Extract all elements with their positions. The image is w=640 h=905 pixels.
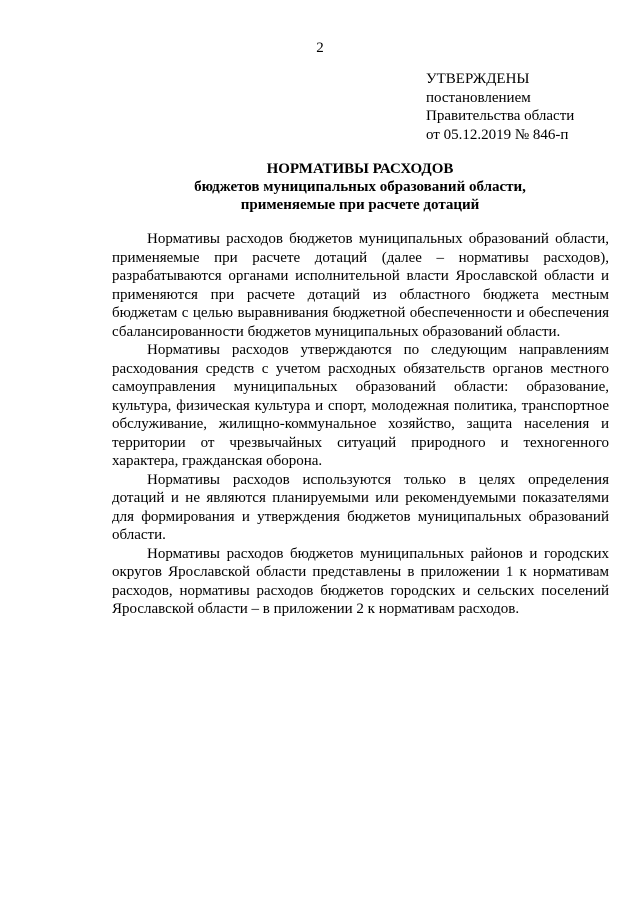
- approval-line-government: Правительства области: [426, 108, 575, 124]
- title-subheading-2: применяемые при расчете дотаций: [240, 197, 480, 213]
- body-paragraph-2: Нормативы расходов утверждаются по следующим направлениям расходования средств с учетом расходных обязательств органов местного самоуправления муниципальных образований области: образование, культура, физическая культура и спорт, молодежная политика, транспортное обслуживание, жилищно-коммунальное хозяйство, защита населения и территории от чрезвычайных ситуаций природного и техногенного характера, гражданская оборона.: [112, 342, 609, 469]
- approval-line-approved: УТВЕРЖДЕНЫ: [426, 71, 530, 87]
- document-body: [112, 230, 609, 619]
- body-paragraph-1: Нормативы расходов бюджетов муниципальных образований области, применяемые при расчете дотаций (далее – нормативы расходов), разрабатываются органами исполнительной власти Ярославской области и применяются при расчете дотаций из областного бюджета местным бюджетам с целью выравнивания бюджетной обеспеченности и обеспечения сбалансированности бюджетов муниципальных образований области.: [112, 231, 609, 340]
- page-number: 2: [316, 40, 324, 56]
- approval-block: [426, 70, 626, 144]
- document-title: [110, 160, 610, 214]
- approval-line-date-number: от 05.12.2019 № 846-п: [426, 126, 569, 143]
- body-paragraph-3: Нормативы расходов используются только в целях определения дотаций и не являются планируемыми или рекомендуемыми показателями для формирования и утверждения бюджетов муниципальных образований области.: [112, 471, 609, 543]
- approval-line-resolution: постановлением: [426, 89, 531, 106]
- title-heading: НОРМАТИВЫ РАСХОДОВ: [266, 161, 454, 177]
- title-subheading-1: бюджетов муниципальных образований области,: [194, 179, 526, 195]
- body-paragraph-4: Нормативы расходов бюджетов муниципальных районов и городских округов Ярославской области представлены в приложении 1 к нормативам расходов, нормативы расходов бюджетов городских и сельских поселений Ярославской области – в приложении 2 к нормативам расходов.: [112, 545, 609, 617]
